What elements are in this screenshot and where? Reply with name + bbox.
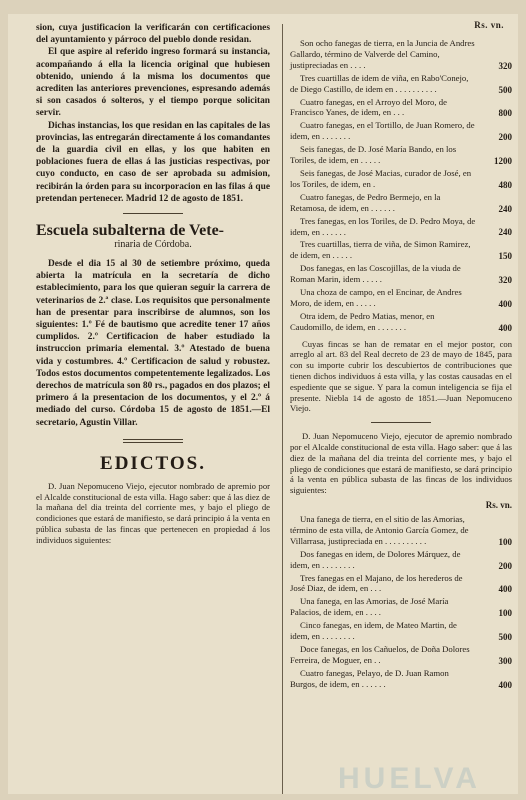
lot-price: 400 — [498, 679, 512, 690]
left-column — [36, 22, 270, 546]
lot-text: Una choza de campo, en el Encinar, de Andres Moro, de idem, en . . . . . — [290, 287, 462, 308]
section-rule — [123, 213, 183, 214]
lot-price: 500 — [498, 84, 512, 95]
lot-price: 1200 — [494, 155, 512, 166]
lot-row — [290, 97, 512, 119]
lot-row — [290, 287, 512, 309]
lot-price: 500 — [498, 631, 512, 642]
lot-price: 300 — [498, 655, 512, 666]
lot-text: Cuatro fanegas, en el Arroyo del Moro, de Francisco Yanes, de idem, en . . . — [290, 96, 447, 118]
school-title-line1: Escuela subalterna de Vete- — [36, 222, 224, 240]
lot-text: Tres cuartillas de idem de viña, en Rabo'Conejo, de Diego Castillo, de idem en . . . . . . . . . . — [290, 72, 469, 94]
lot-price: 200 — [498, 132, 512, 143]
lot-text: Son ocho fanegas de tierra, en la Juncia de Andres Gallardo, término de Valverde del Camino, justipreciadas en . . . . — [290, 38, 475, 70]
lot-price: 320 — [498, 275, 512, 286]
lot-text: Cuatro fanegas, Pelayo, de D. Juan Ramon Burgos, de idem, en . . . . . . — [290, 667, 449, 689]
lot-price: 240 — [498, 227, 512, 238]
lot-row — [290, 573, 512, 595]
currency-label-2: Rs. vn. — [485, 500, 512, 511]
lot-text: Tres fanegas en el Majano, de los herederos de José Diaz, de idem, en . . . — [290, 572, 463, 594]
edicto2-paragraph: D. Juan Nepomuceno Viejo, ejecutor de apremio nombrado por el Alcalde constitucional de esta villa. Hago saber: que á las diez de la mañana del dia treinta del corriente mes, y bajo el pliego de condiciones que estará de manifiesto, se dará principio á la venta en pública subasta de las fincas de los individuos siguientes: — [290, 431, 512, 496]
lot-text: Cuatro fanegas, en el Tortillo, de Juan Romero, de idem, en . . . . . . . — [290, 120, 475, 142]
lot-text: Tres fanegas, en los Toriles, de D. Pedro Moya, de idem, en . . . . . . — [290, 215, 476, 237]
lot-price: 100 — [498, 536, 512, 547]
lot-price: 240 — [498, 203, 512, 214]
lot-row — [290, 311, 512, 333]
lot-text: Una fanega, en las Amorias, de José María Palacios, de idem, en . . . . — [290, 596, 449, 618]
lot-row — [290, 239, 512, 261]
lot-price: 400 — [498, 322, 512, 333]
right-column — [290, 38, 512, 692]
lot-price: 800 — [498, 108, 512, 119]
lot-row — [290, 668, 512, 690]
opening-paragraph-1: sion, cuya justificacion la verificarán con certificaciones del ayuntamiento y párroco del pueblo donde residan. — [36, 23, 270, 46]
lot-row — [290, 192, 512, 214]
lot-text: Doce fanegas, en los Cañuelos, de Doña Dolores Ferreira, de Moguer, en . . — [290, 643, 470, 665]
lot-price: 400 — [498, 298, 512, 309]
lot-price: 320 — [498, 60, 512, 71]
lot-row — [290, 38, 512, 71]
lot-text: Seis fanegas, de José Macias, curador de José, en los Toriles, de idem, en . — [290, 167, 472, 189]
document-page — [8, 14, 518, 794]
lot-price: 480 — [498, 179, 512, 190]
school-title-line2: rinaria de Córdoba. — [114, 239, 192, 251]
lot-price: 400 — [498, 584, 512, 595]
lot-text: Otra idem, de Pedro Matias, menor, en Caudomillo, de idem, en . . . . . . . — [290, 310, 435, 332]
lot-row — [290, 168, 512, 190]
lots-list-b — [290, 514, 512, 690]
lot-text: Una fanega de tierra, en el sitio de las Amorias, término de esta villa, de Antonio García Gomez, de Villarrasa, justipreciada en . . . . . . . . . . — [290, 514, 469, 546]
lot-row — [290, 514, 512, 547]
lot-row — [290, 144, 512, 166]
lot-row — [290, 73, 512, 95]
lot-row — [290, 620, 512, 642]
section-rule — [371, 422, 431, 423]
lot-text: Tres cuartillas, tierra de viña, de Simon Ramirez, de idem, en . . . . . — [290, 239, 471, 261]
edicto-paragraph: D. Juan Nepomuceno Viejo, ejecutor nombrado de apremio por el Alcalde constitucional de esta villa. Hago saber: que á las diez de la mañana del dia treinta del corriente mes, y bajo el pliego de condiciones que estará de manifiesto, se dará principio á la venta en pública subasta de las fincas que pertenecen en propiedad á los individuos siguientes: — [36, 480, 270, 545]
lot-row — [290, 549, 512, 571]
lot-row — [290, 596, 512, 618]
archive-watermark: HUELVA — [338, 762, 481, 795]
lot-text: Dos fanegas en idem, de Dolores Márquez, de idem, en . . . . . . . . — [290, 548, 461, 570]
lot-row — [290, 216, 512, 238]
school-paragraph: Desde el dia 15 al 30 de setiembre próximo, queda abierta la matrícula en la secretaría de dicho establecimiento, para los que quieran seguir la carrera de veterinarios de 2.ª clase. Los requisitos que personalmente han de presentar para inscribirse de alumnos, son los siguientes: 1.º Fé de bautismo que acredite tener 17 años cumplidos. 2.º Certificacion de haber estudiado la instruccion primaria elemental. 3.º Atestado de buena vida y costumbres. 4.º Certificacion de salud y robustez. Todos estos documentos competentemente legalizados. Los derechos de matrícula son 80 rs., pagados en dos plazos; el primero á la presentacion de los documentos, y el 2.º á mediado del curso. Córdoba 15 de agosto de 1851.—El secretario, Agustin Villar. — [36, 259, 270, 428]
section-rule-double — [123, 439, 183, 443]
column-divider — [282, 24, 283, 794]
lot-row — [290, 644, 512, 666]
note-paragraph: Cuyas fincas se han de rematar en el mejor postor, con arreglo al art. 83 del Real decreto de 23 de mayo de 1845, para con su importe cubrir los descubiertos de contribuciones que tienen dichos individuos á esta villa, y las costas causadas en el espediente que se sigue. Y para la comun inteligencia se fija el presente. Niebla 14 de agosto de 1851.—Juan Nepomuceno Viejo. — [290, 338, 512, 414]
edictos-title: EDICTOS. — [100, 452, 206, 474]
lot-text: Seis fanegas, de D. José María Bando, en los Toriles, de idem, en . . . . . — [290, 144, 457, 166]
lot-text: Cinco fanegas, en idem, de Mateo Martin, de idem, en . . . . . . . . — [290, 620, 457, 642]
lot-text: Dos fanegas, en las Coscojillas, de la viuda de Roman Marin, idem . . . . . — [290, 263, 461, 285]
currency-header: Rs. vn. — [474, 20, 504, 30]
lots-list-a — [290, 38, 512, 333]
lot-price: 100 — [498, 608, 512, 619]
lot-price: 150 — [498, 251, 512, 262]
lot-row — [290, 263, 512, 285]
lot-text: Cuatro fanegas, de Pedro Bermejo, en la Retamosa, de idem, en . . . . . . — [290, 191, 441, 213]
lot-row — [290, 120, 512, 142]
opening-paragraph-2: El que aspire al referido ingreso formará su instancia, acompañando á ella la licencia original que hubiesen obtenido, uniendo á la misma los documentos que acrediten las anteriores prevenciones, espresando además si son casados ó solteros, y el tiempo porque solicitan servir. — [36, 47, 270, 119]
opening-paragraph-3: Dichas instancias, los que residan en las capitales de las provincias, las entregarán directamente á los comandantes de la guardia civil en ellas, y los que habiten en poblaciones fuera de ellas á las justicias respectivas, por cuyo conducto, en caso de ser aprobada su admision, recibirán la órden para su incorporacion en las filas á que pretendan pertenecer. Madrid 12 de agosto de 1851. — [36, 120, 270, 204]
lot-price: 200 — [498, 560, 512, 571]
